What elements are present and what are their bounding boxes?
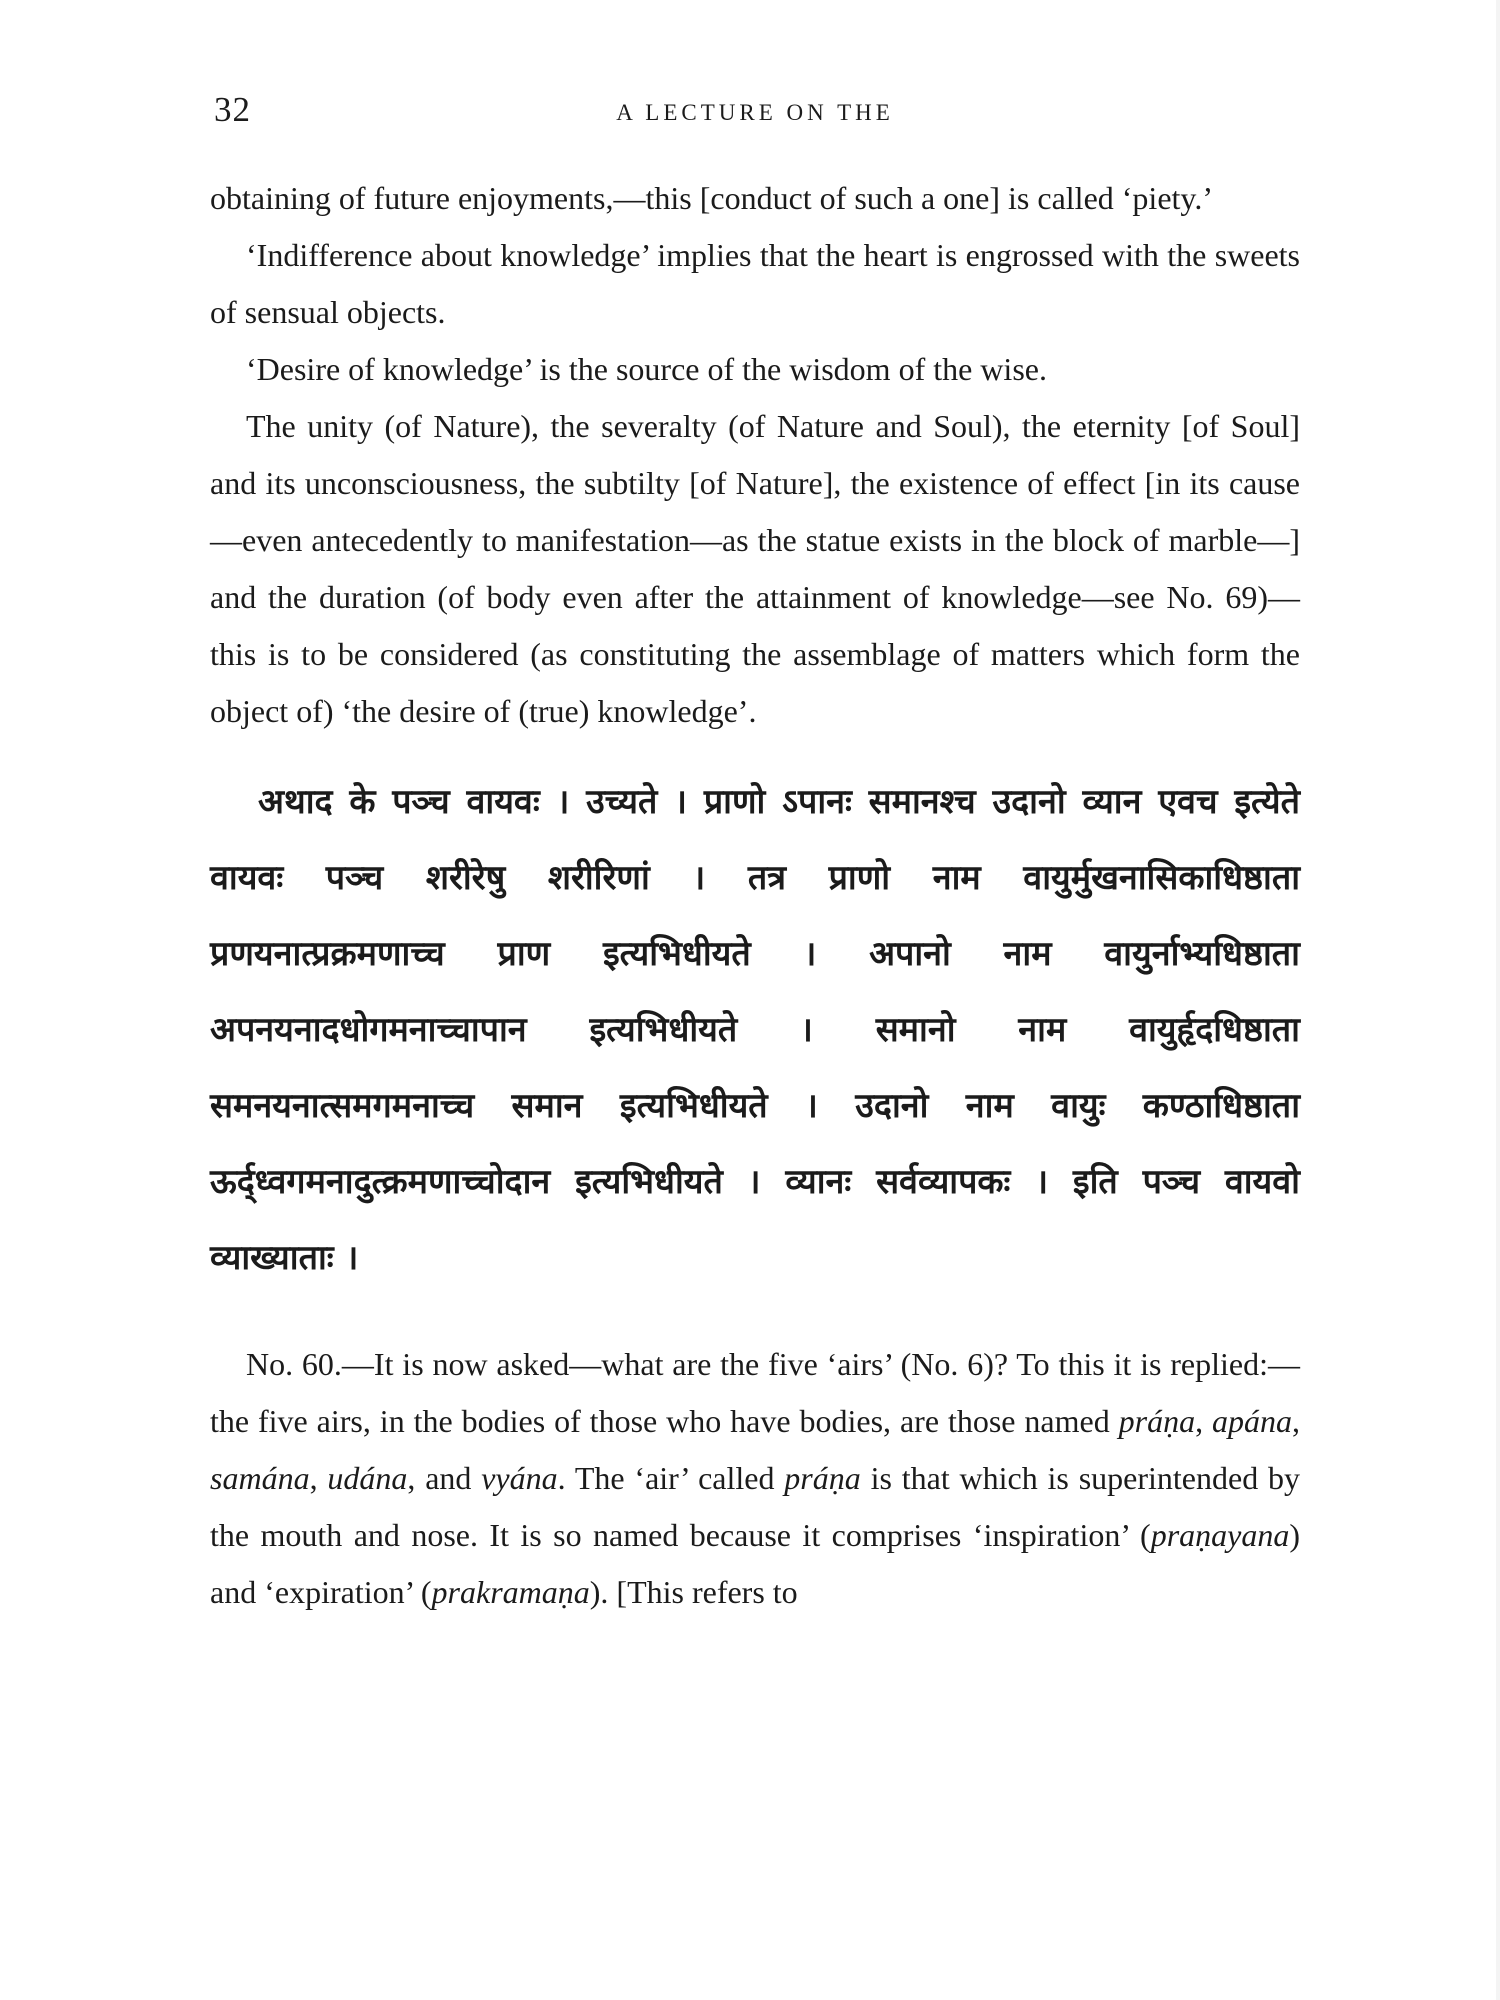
- text-run: No. 60.—It is now asked—what are the five ‘airs’ (No. 6)? To this it is replied:—the five airs, in the bodies of those who have bodies, are those named: [210, 1346, 1300, 1439]
- text-run: ,: [1292, 1403, 1301, 1439]
- paragraph-desire: ‘Desire of knowledge’ is the source of the wisdom of the wise.: [246, 351, 1047, 387]
- term-vyana: vyána: [481, 1460, 558, 1496]
- term-prana: práṇa: [1118, 1403, 1196, 1439]
- term-samana: samána: [210, 1460, 310, 1496]
- running-title: A LECTURE ON THE: [616, 100, 894, 125]
- book-page: [210, 90, 1300, 1970]
- term-prana-second: práṇa: [784, 1460, 861, 1496]
- text-run: , and: [407, 1460, 482, 1496]
- text-run: is that which is superintended by the mouth and nose. It is so named because it comprises ‘inspiration’ (: [210, 1460, 1300, 1553]
- text-run: ,: [1195, 1403, 1213, 1439]
- text-run: ). [This refers to: [589, 1574, 798, 1610]
- scan-edge-shadow: [1496, 0, 1500, 2000]
- term-apana: apána: [1212, 1403, 1293, 1439]
- term-udana: udána: [327, 1460, 408, 1496]
- term-prakramana: prakramaṇa: [431, 1574, 590, 1610]
- text-run: ) and ‘expiration’ (: [210, 1517, 1300, 1610]
- running-head: [210, 90, 1300, 140]
- page-number: 32: [214, 90, 251, 129]
- paragraph-indifference: ‘Indifference about knowledge’ implies that the heart is engrossed with the sweets of sensual objects.: [210, 237, 1300, 330]
- term-pranayana: praṇayana: [1150, 1517, 1290, 1553]
- text-run: ,: [309, 1460, 328, 1496]
- paragraph-piety: obtaining of future enjoyments,—this [conduct of such a one] is called ‘piety.’: [210, 180, 1213, 216]
- sanskrit-passage: अथाद के पञ्च वायवः । उच्यते । प्राणो ऽपानः समानश्च उदानो व्यान एवच इत्येते वायवः पञ्च शरीरेषु शरीरिणां । तत्र प्राणो नाम वायुर्मुखनासिकाधिष्ठाता प्रणयनात्प्रक्रमणाच्च प्राण इत्यभिधीयते । अपानो नाम वायुर्नाभ्यधिष्ठाता अपनयनादधोगमनाच्चापान इत्यभिधीयते । समानो नाम वायुर्हृदधिष्ठाता समनयनात्समगमनाच्च समान इत्यभिधीयते । उदानो नाम वायुः कण्ठाधिष्ठाता ऊर्द्ध्वगमनादुत्क्रमणाच्चोदान इत्यभिधीयते । व्यानः सर्वव्यापकः । इति पञ्च वायवो व्याख्याताः ।: [210, 782, 1300, 1278]
- paragraph-five-airs: [210, 1336, 1300, 1621]
- text-run: . The ‘air’ called: [557, 1460, 785, 1496]
- paragraph-unity: The unity (of Nature), the severalty (of Nature and Soul), the eternity [of Soul] and its unconsciousness, the subtilty [of Nature], the existence of effect [in its cause—even antecedently to manifestation—as the statue exists in the block of marble—] and the duration (of body even after the attainment of knowledge—see No. 69)—this is to be considered (as constituting the assemblage of matters which form the object of) ‘the desire of (true) knowledge’.: [210, 408, 1300, 729]
